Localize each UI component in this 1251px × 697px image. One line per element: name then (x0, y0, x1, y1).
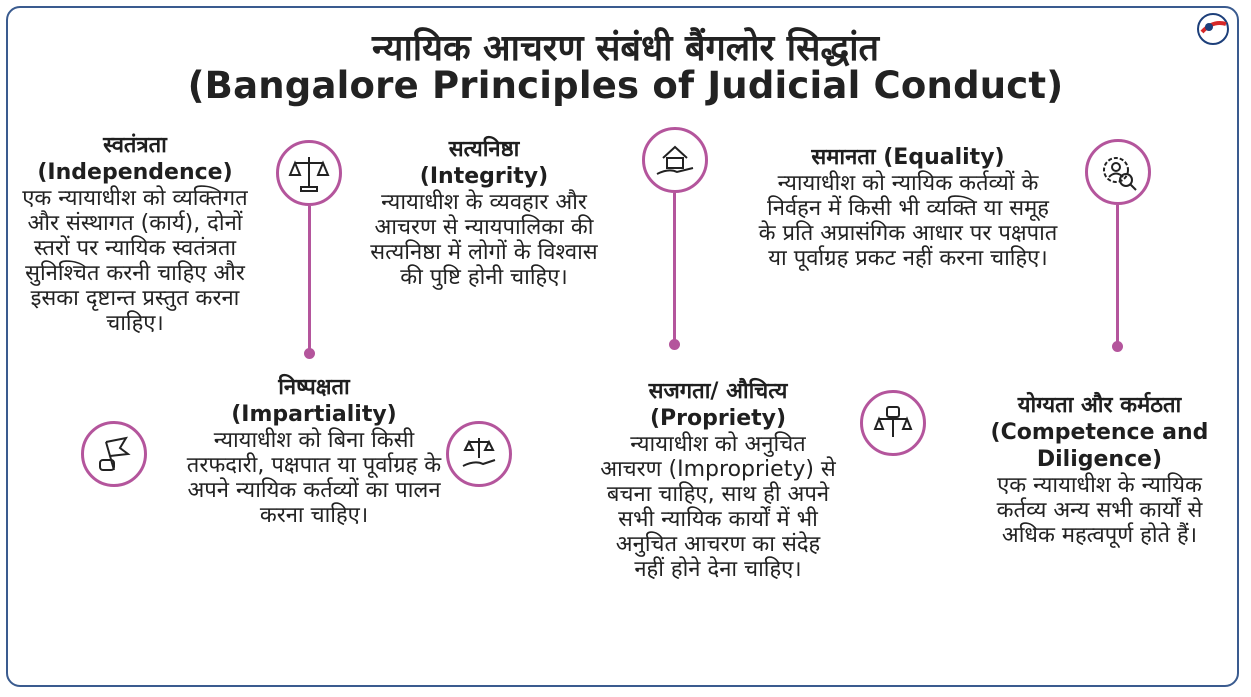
fist-scales-icon (860, 390, 926, 456)
hand-scales-icon (446, 421, 512, 487)
principle-equality (758, 144, 1058, 271)
principle-independence (10, 132, 260, 336)
principle-impartiality (180, 374, 448, 528)
connector-line (673, 193, 676, 343)
principle-integrity (370, 136, 598, 290)
principle-description: न्यायाधीश को बिना किसी तरफदारी, पक्षपात या पूर्वाग्रह के अपने न्यायिक कर्तव्यों का पालन करना चाहिए। (186, 428, 442, 528)
principle-description: एक न्यायाधीश को व्यक्तिगत और संस्थागत (कार्य), दोनों स्तरों पर न्यायिक स्वतंत्रता सुनिश्चित करनी चाहिए और इसका दृष्टान्त प्रस्तुत करना चाहिए। (22, 186, 248, 336)
principle-title: निष्पक्षता (Impartiality) (231, 375, 397, 427)
page-title-hindi: न्यायिक आचरण संबंधी बैंगलोर सिद्धांत (371, 28, 880, 69)
principle-title: सत्यनिष्ठा (Integrity) (419, 137, 549, 189)
connector-dot (304, 348, 315, 359)
principle-description: एक न्यायाधीश के न्यायिक कर्तव्य अन्य सभी कार्यों से अधिक महत्वपूर्ण होते हैं। (996, 473, 1203, 548)
principle-title: योग्यता और कर्मठता (Competence and Diligence) (990, 393, 1209, 472)
house-hand-icon (642, 127, 708, 193)
principle-title: स्वतंत्रता (Independence) (37, 133, 233, 185)
connector-line (308, 206, 311, 352)
principle-description: न्यायाधीश को न्यायिक कर्तव्यों के निर्वहन में किसी भी व्यक्ति या समूह के प्रति अप्रासंगिक आधार पर पक्षपात या पूर्वाग्रह प्रकट नहीं करना चाहिए। (758, 171, 1058, 271)
connector-dot (1112, 341, 1123, 352)
principle-description: न्यायाधीश को अनुचित आचरण (Impropriety) से बचना चाहिए, साथ ही अपने सभी न्यायिक कार्यों में भी अनुचित आचरण का संदेह नहीं होने देना चाहिए। (600, 432, 836, 582)
gear-person-icon (1085, 139, 1151, 205)
scales-icon (276, 140, 342, 206)
principle-competence (977, 392, 1222, 548)
connector-line (1116, 205, 1119, 345)
flag-hand-icon (81, 421, 147, 487)
principle-title: सजगता/ औचित्य (Propriety) (648, 379, 788, 431)
page-title-english: (Bangalore Principles of Judicial Conduct) (187, 64, 1064, 107)
principle-title: समानता (Equality) (811, 145, 1005, 170)
principle-propriety (598, 378, 838, 582)
border-frame (6, 6, 1239, 687)
connector-dot (669, 339, 680, 350)
principle-description: न्यायाधीश के व्यवहार और आचरण से न्यायपालिका की सत्यनिष्ठा में लोगों के विश्वास की पुष्टि होनी चाहिए। (370, 190, 598, 290)
